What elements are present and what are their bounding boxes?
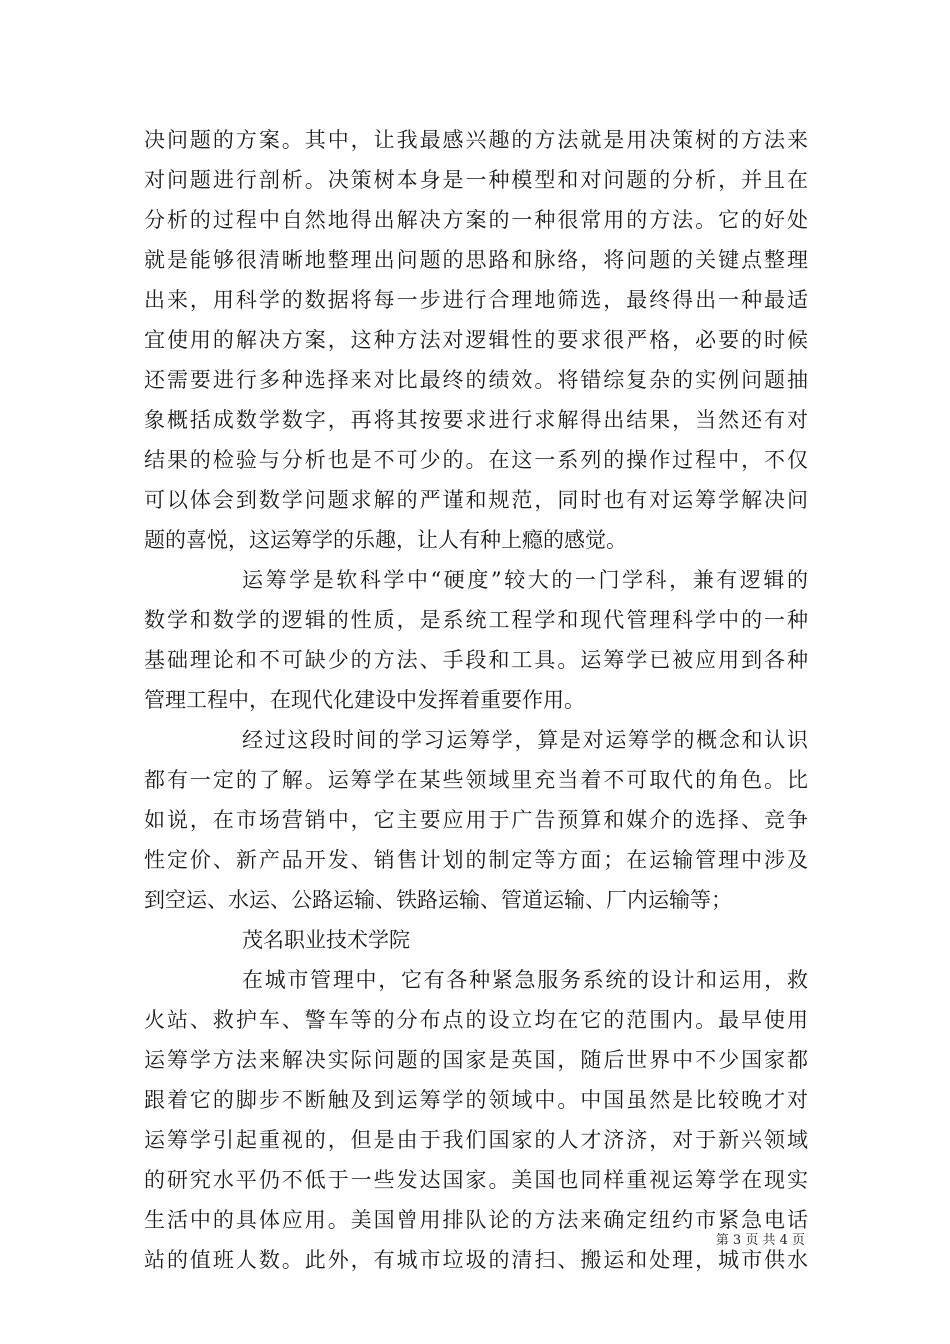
text-line: 的研究水平仍不低于一些发达国家。美国也同样重视运筹学在现实 <box>144 1168 808 1192</box>
text-line: 运筹学引起重视的，但是由于我们国家的人才济济，对于新兴领域 <box>144 1128 808 1152</box>
text-line: 基础理论和不可缺少的方法、手段和工具。运筹学已被应用到各种 <box>144 648 808 672</box>
institution-name: 茂名职业技术学院 <box>242 928 410 952</box>
body-text <box>144 120 808 1280</box>
text-line: 跟着它的脚步不断触及到运筹学的领域中。中国虽然是比较晚才对 <box>144 1088 808 1112</box>
text-line: 到空运、水运、公路运输、铁路运输、管道运输、厂内运输等； <box>144 888 732 912</box>
text-line: 如说，在市场营销中，它主要应用于广告预算和媒介的选择、竞争 <box>144 808 808 832</box>
page-number-footer: 第 3 页 共 4 页 <box>715 1233 805 1248</box>
text-line: 决问题的方案。其中，让我最感兴趣的方法就是用决策树的方法来 <box>144 128 808 152</box>
text-line: 就是能够很清晰地整理出问题的思路和脉络，将问题的关键点整理 <box>144 248 808 272</box>
text-line: 还需要进行多种选择来对比最终的绩效。将错综复杂的实例问题抽 <box>144 368 808 392</box>
text-line: 数学和数学的逻辑的性质，是系统工程学和现代管理科学中的一种 <box>144 608 808 632</box>
paragraph-start-line: 运筹学是软科学中“硬度”较大的一门学科，兼有逻辑的 <box>242 568 808 592</box>
text-line: 火站、救护车、警车等的分布点的设立均在它的范围内。最早使用 <box>144 1008 808 1032</box>
text-line: 生活中的具体应用。美国曾用排队论的方法来确定纽约市紧急电话 <box>144 1208 808 1232</box>
text-line: 出来，用科学的数据将每一步进行合理地筛选，最终得出一种最适 <box>144 288 808 312</box>
text-line: 题的喜悦，这运筹学的乐趣，让人有种上瘾的感觉。 <box>144 528 627 552</box>
text-line: 性定价、新产品开发、销售计划的制定等方面；在运输管理中涉及 <box>144 848 808 872</box>
text-line: 分析的过程中自然地得出解决方案的一种很常用的方法。它的好处 <box>144 208 808 232</box>
text-line: 都有一定的了解。运筹学在某些领域里充当着不可取代的角色。比 <box>144 768 808 792</box>
paragraph-start-line: 在城市管理中，它有各种紧急服务系统的设计和运用，救 <box>242 968 808 992</box>
text-line: 管理工程中，在现代化建设中发挥着重要作用。 <box>144 688 585 712</box>
text-line: 可以体会到数学问题求解的严谨和规范，同时也有对运筹学解决问 <box>144 488 808 512</box>
text-line: 结果的检验与分析也是不可少的。在这一系列的操作过程中，不仅 <box>144 448 808 472</box>
text-line: 站的值班人数。此外，有城市垃圾的清扫、搬运和处理，城市供水 <box>144 1248 808 1272</box>
text-line: 象概括成数学数字，再将其按要求进行求解得出结果，当然还有对 <box>144 408 808 432</box>
text-line: 宜使用的解决方案，这种方法对逻辑性的要求很严格，必要的时候 <box>144 328 808 352</box>
text-line: 对问题进行剖析。决策树本身是一种模型和对问题的分析，并且在 <box>144 168 808 192</box>
paragraph-start-line: 经过这段时间的学习运筹学，算是对运筹学的概念和认识 <box>242 728 808 752</box>
text-line: 运筹学方法来解决实际问题的国家是英国，随后世界中不少国家都 <box>144 1048 808 1072</box>
